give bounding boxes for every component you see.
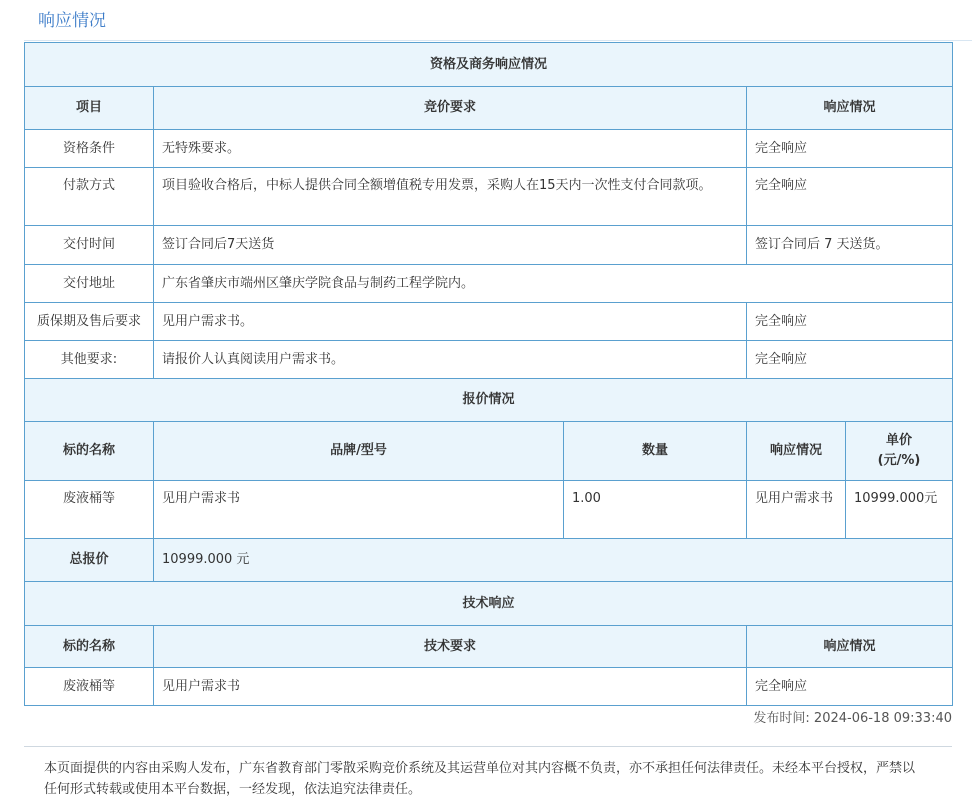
col-header-response: 响应情况: [747, 626, 953, 668]
quote-item-response: 见用户需求书: [747, 481, 846, 539]
col-header-brand: 品牌/型号: [154, 422, 564, 481]
row-item: 交付时间: [25, 226, 154, 265]
table-row: [25, 481, 953, 539]
tech-item-name: 废液桶等: [25, 668, 154, 706]
table-row: [25, 341, 953, 379]
row-item: 交付地址: [25, 265, 154, 303]
tech-item-response: 完全响应: [747, 668, 953, 706]
table-row: [25, 265, 953, 303]
total-price-value: 10999.000 元: [154, 539, 953, 582]
section-title: 响应情况: [38, 11, 106, 31]
row-requirement: 广东省肇庆市端州区肇庆学院食品与制药工程学院内。: [154, 265, 953, 303]
col-header-tech-requirement: 技术要求: [154, 626, 747, 668]
table-row: [25, 303, 953, 341]
quote-item-brand: 见用户需求书: [154, 481, 564, 539]
col-header-name: 标的名称: [25, 626, 154, 668]
row-response: 完全响应: [747, 130, 953, 168]
col-header-unit-price: [846, 422, 953, 481]
row-response: 完全响应: [747, 341, 953, 379]
row-response: 完全响应: [747, 303, 953, 341]
col-header-response: 响应情况: [747, 87, 953, 130]
footer-divider: [24, 746, 952, 747]
row-item: 付款方式: [25, 168, 154, 226]
row-item: 资格条件: [25, 130, 154, 168]
table-row: [25, 226, 953, 265]
row-requirement: 无特殊要求。: [154, 130, 747, 168]
publish-time: 发布时间: 2024-06-18 09:33:40: [753, 711, 952, 726]
technical-title: 技术响应: [25, 582, 953, 626]
col-header-requirement: 竞价要求: [154, 87, 747, 130]
row-item: 质保期及售后要求: [25, 303, 154, 341]
qualification-title: 资格及商务响应情况: [25, 43, 953, 87]
unit-price-unit: (元/%): [877, 453, 921, 468]
col-header-quantity: 数量: [564, 422, 747, 481]
row-requirement: 见用户需求书。: [154, 303, 747, 341]
table-row: [25, 668, 953, 706]
quote-item-unit-price: 10999.000元: [846, 481, 953, 539]
quote-item-name: 废液桶等: [25, 481, 154, 539]
quote-title: 报价情况: [25, 379, 953, 422]
unit-price-label: 单价: [886, 433, 913, 448]
col-header-response: 响应情况: [747, 422, 846, 481]
table-row: [25, 130, 953, 168]
row-item: 其他要求:: [25, 341, 154, 379]
col-header-name: 标的名称: [25, 422, 154, 481]
row-requirement: 请报价人认真阅读用户需求书。: [154, 341, 747, 379]
row-response: 完全响应: [747, 168, 953, 226]
row-requirement: 项目验收合格后，中标人提供合同全额增值税专用发票，采购人在15天内一次性支付合同款项。: [154, 168, 747, 226]
total-price-label: 总报价: [25, 539, 154, 582]
disclaimer-text: 本页面提供的内容由采购人发布，广东省教育部门零散采购竞价系统及其运营单位对其内容概不负责，亦不承担任何法律责任。未经本平台授权，严禁以任何形式转载或使用本平台数据，一经发现，依法追究法律责任。: [44, 761, 916, 797]
title-divider: [24, 40, 972, 41]
row-requirement: 签订合同后7天送货: [154, 226, 747, 265]
quote-item-quantity: 1.00: [564, 481, 747, 539]
tech-item-requirement: 见用户需求书: [154, 668, 747, 706]
table-row: [25, 168, 953, 226]
col-header-item: 项目: [25, 87, 154, 130]
row-response: 签订合同后 7 天送货。: [747, 226, 953, 265]
response-table: [24, 42, 953, 706]
